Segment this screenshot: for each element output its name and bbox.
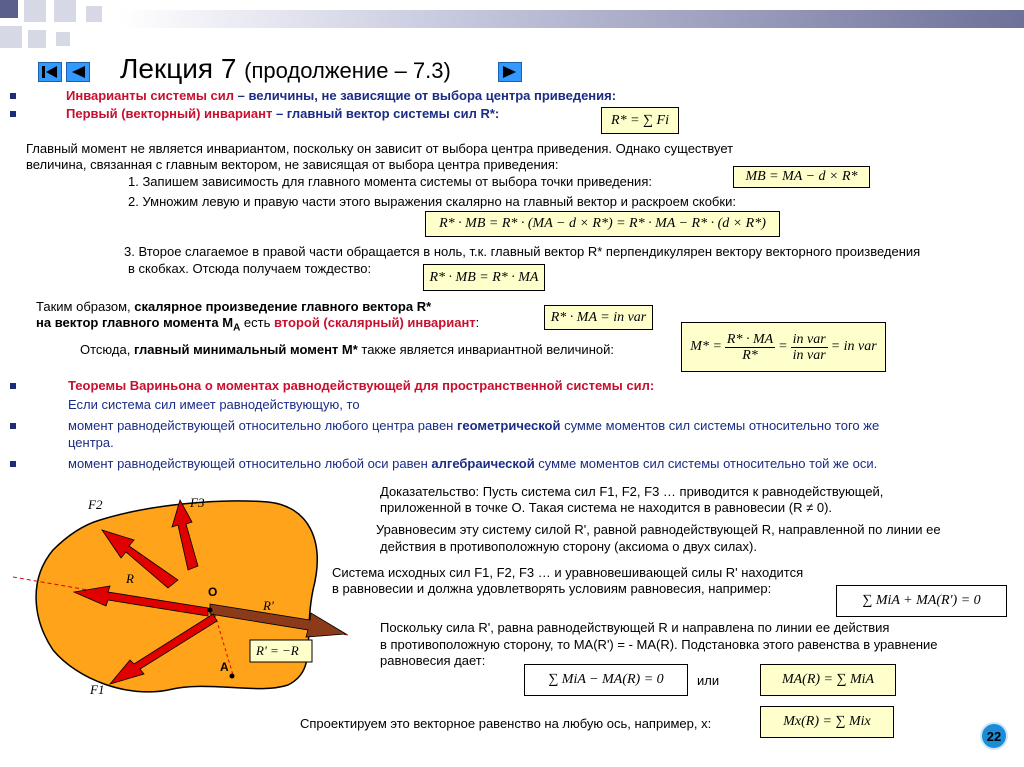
min-moment-bold: главный минимальный момент M* xyxy=(133,342,358,357)
conclusion-bold: на вектор главного момента M xyxy=(36,315,234,330)
proof-line: равновесия дает: xyxy=(380,653,486,668)
decor-square xyxy=(0,0,18,18)
varignon-intro: Если система сил имеет равнодействующую, то xyxy=(68,397,360,412)
min-moment-text: также является инвариантной величиной: xyxy=(357,342,614,357)
proof-line: приложенной в точке O. Такая система не находится в равновесии (R ≠ 0). xyxy=(380,500,833,515)
next-slide-icon xyxy=(499,63,521,81)
rigid-body-shape xyxy=(36,501,317,692)
label-o: O xyxy=(208,585,218,599)
formula-equilibrium: ∑ MiA + MA(R') = 0 xyxy=(836,585,1007,617)
formula-fraction xyxy=(791,332,828,363)
or-word: или xyxy=(697,673,720,688)
header-gradient-bar xyxy=(120,10,1024,28)
formula-first-invariant: R* = ∑ Fi xyxy=(601,107,679,134)
next-slide-button[interactable] xyxy=(498,62,522,82)
slide-title xyxy=(120,52,451,88)
proof-line: Уравновесим эту систему силой R', равной равнодействующей R, направленной по линии ее xyxy=(376,522,941,537)
bullet-marker xyxy=(10,383,16,389)
formula-denominator: in var xyxy=(792,347,826,363)
decor-square xyxy=(86,6,102,22)
bullet-first-invariant xyxy=(66,106,499,122)
conclusion-colon: : xyxy=(475,315,480,330)
proof-line: в равновесии и должна удовлетворять условиям равновесия, например: xyxy=(332,581,772,596)
conclusion-second-invariant: второй (скалярный) инвариант xyxy=(273,315,476,330)
bullet-first-invariant-rest: – главный вектор системы сил R*: xyxy=(272,106,500,121)
varignon-theorem-1-line2: центра. xyxy=(68,435,114,450)
theorem-text: момент равнодействующей относительно любого центра равен xyxy=(68,418,457,433)
min-moment-line xyxy=(80,342,614,358)
first-slide-button[interactable] xyxy=(38,62,62,82)
varignon-heading: Теоремы Вариньона о моментах равнодействующей для пространственной системы сил: xyxy=(68,378,655,393)
conclusion-line1 xyxy=(36,299,431,315)
decor-square xyxy=(28,30,46,48)
step-3-line2: в скобках. Отсюда получаем тождество: xyxy=(128,261,372,276)
formula-numerator: R* · MA xyxy=(726,331,774,347)
point-o xyxy=(208,608,213,613)
proof-line: Поскольку сила R', равна равнодействующей R и направлена по линии ее действия xyxy=(380,620,890,635)
proof-line: Система исходных сил F1, F2, F3 … и уравновешивающей силы R' находится xyxy=(332,565,804,580)
decor-square xyxy=(0,26,22,48)
paragraph-line: Главный момент не является инвариантом, поскольку он зависит от выбора центра приведения. Однако существует xyxy=(26,141,734,156)
step-3-line1: 3. Второе слагаемое в правой части обращается в ноль, т.к. главный вектор R* перпендикулярен вектору векторного произведения xyxy=(124,244,921,259)
label-r: R xyxy=(126,571,134,586)
bullet-marker xyxy=(10,111,16,117)
theorem-text: сумме моментов сил системы относительно той же оси. xyxy=(534,456,878,471)
label-f1: F1 xyxy=(90,682,105,697)
varignon-theorem-2 xyxy=(68,456,877,472)
theorem-text: сумме моментов сил системы относительно того же xyxy=(560,418,880,433)
bullet-marker xyxy=(10,461,16,467)
paragraph-line: величина, связанная с главным вектором, не зависящая от выбора центра приведения: xyxy=(26,157,559,172)
formula-r-prime-equals: R' = −R xyxy=(256,643,299,658)
title-sub: (продолжение – 7.3) xyxy=(244,58,451,83)
step-1: 1. Запишем зависимость для главного момента системы от выбора точки приведения: xyxy=(128,174,652,189)
point-a xyxy=(230,674,235,679)
decor-square xyxy=(56,32,70,46)
formula-minimal-moment: M* = $\frac{R* \cdot MA}{R*}$ = $\frac{\text{in var}}{\text{in var}}$ = in var xyxy=(681,322,886,372)
conclusion-text: есть xyxy=(240,315,274,330)
bullet-marker xyxy=(10,423,16,429)
bullet-invariants-rest: – величины, не зависящие от выбора центра приведения: xyxy=(234,88,617,103)
prev-slide-icon xyxy=(67,63,89,81)
formula-identity: R* · MB = R* · MA xyxy=(423,264,545,291)
prev-slide-button[interactable] xyxy=(66,62,90,82)
theorem-bold: алгебраической xyxy=(431,456,535,471)
projection-line: Спроектируем это векторное равенство на любую ось, например, x: xyxy=(300,716,712,731)
label-a: A xyxy=(220,660,229,674)
title-main: Лекция 7 xyxy=(120,53,237,84)
page-number-badge: 22 xyxy=(980,722,1008,750)
step-2: 2. Умножим левую и правую части этого выражения скалярно на главный вектор и раскроем скобки: xyxy=(128,194,736,209)
decor-square xyxy=(54,0,76,22)
proof-line: в противоположную сторону, то MA(R') = - MA(R). Подстановка этого равенства в уравнение xyxy=(380,637,938,652)
label-r-prime: R' xyxy=(263,598,274,613)
theorem-bold: геометрической xyxy=(456,418,561,433)
proof-line: действия в противоположную сторону (аксиома о двух силах). xyxy=(380,539,757,554)
conclusion-bold: скалярное произведение главного вектора R* xyxy=(134,299,432,314)
formula-second-invariant: R* · MA = in var xyxy=(544,305,653,330)
theorem-text: момент равнодействующей относительно любой оси равен xyxy=(68,456,432,471)
formula-substitution: ∑ MiA − MA(R) = 0 xyxy=(524,664,688,696)
formula-moment-transfer: MB = MA − d × R* xyxy=(733,166,870,188)
label-f2: F2 xyxy=(88,497,103,512)
label-f3: F3 xyxy=(190,495,205,510)
varignon-theorem-1 xyxy=(68,418,879,434)
bullet-marker xyxy=(10,93,16,99)
bullet-invariants xyxy=(66,88,616,104)
formula-part: M* = xyxy=(690,339,722,354)
formula-varignon-axis: Mx(R) = ∑ Mix xyxy=(760,706,894,738)
conclusion-subscript: A xyxy=(233,322,241,334)
formula-part: = in var xyxy=(830,339,877,354)
formula-numerator: in var xyxy=(792,331,826,347)
formula-scalar-product: R* · MB = R* · (MA − d × R*) = R* · MA − R* · (d × R*) xyxy=(425,211,780,237)
min-moment-text: Отсюда, xyxy=(80,342,134,357)
bullet-first-invariant-term: Первый (векторный) инвариант xyxy=(66,106,273,121)
proof-line: Доказательство: Пусть система сил F1, F2, F3 … приводится к равнодействующей, xyxy=(380,484,884,499)
bullet-invariants-term: Инварианты системы сил xyxy=(66,88,235,103)
formula-varignon-center: MA(R) = ∑ MiA xyxy=(760,664,896,696)
first-slide-icon xyxy=(39,63,61,81)
force-diagram xyxy=(8,480,368,710)
formula-fraction xyxy=(725,332,775,363)
conclusion-line2 xyxy=(36,315,479,337)
decor-square xyxy=(24,0,46,22)
formula-denominator: R* xyxy=(742,347,758,363)
conclusion-text: Таким образом, xyxy=(36,299,135,314)
